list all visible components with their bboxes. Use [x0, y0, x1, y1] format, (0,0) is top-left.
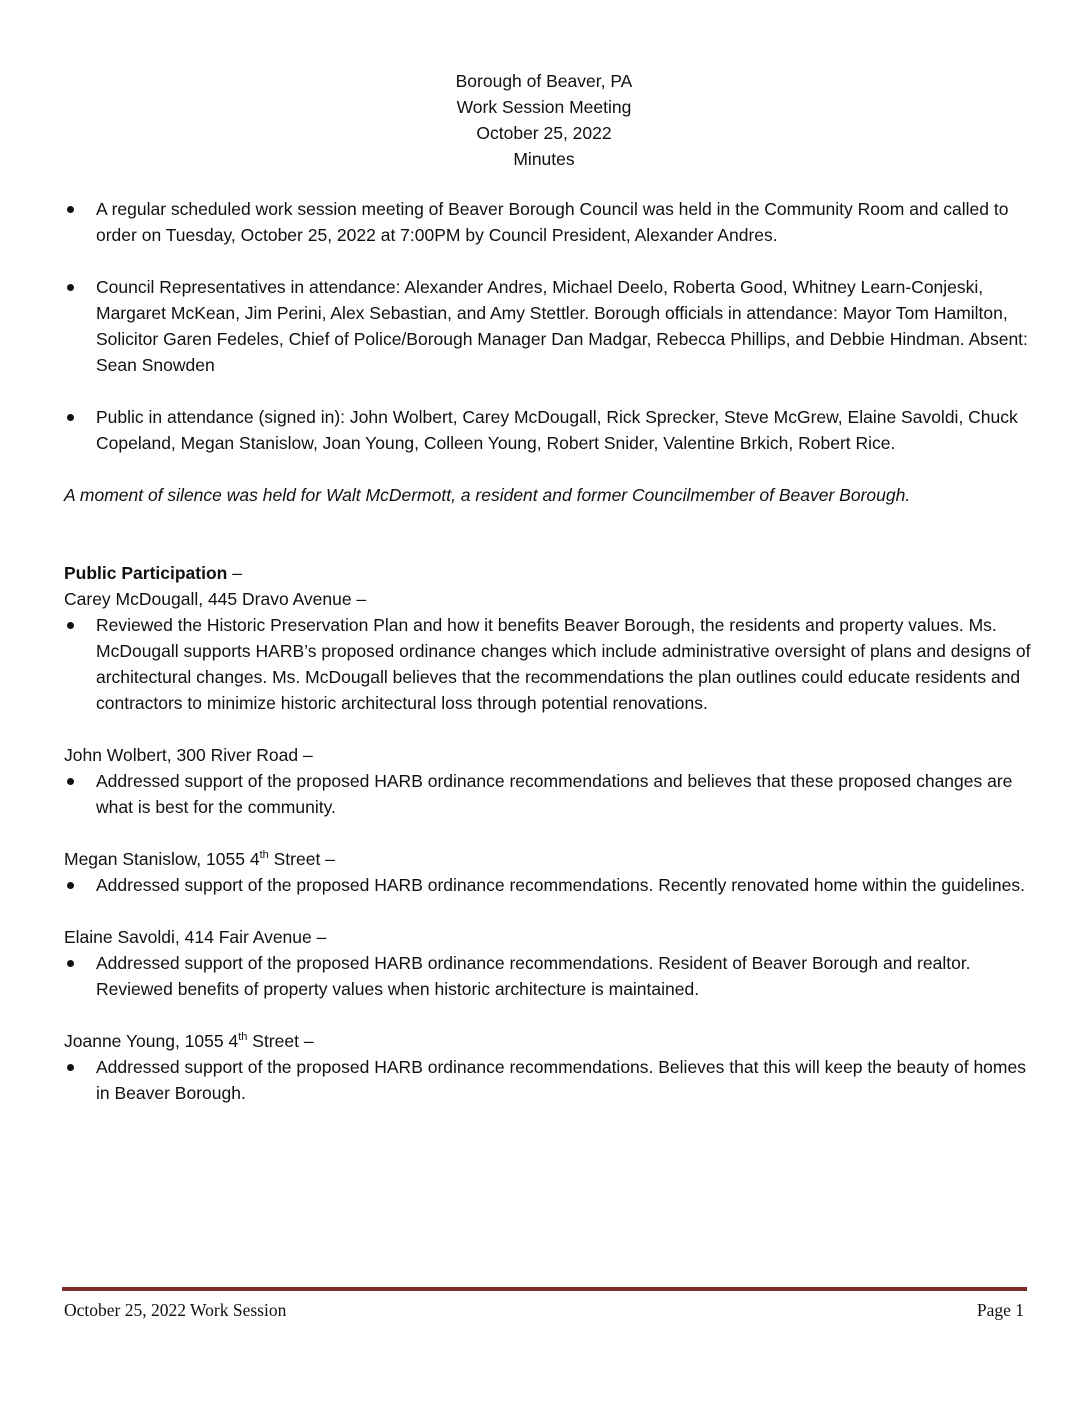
speaker-name: John Wolbert, 300 River Road –: [64, 745, 313, 765]
speaker-name-suffix: Street –: [268, 849, 335, 869]
footer-divider: [62, 1287, 1027, 1291]
speaker-comment: Addressed support of the proposed HARB ordinance recommendations. Recently renovated home within the guidelines.: [64, 872, 1034, 898]
speaker-name-prefix: Megan Stanislow, 1055 4: [64, 849, 260, 869]
header-borough: Borough of Beaver, PA: [455, 71, 633, 91]
header-title: Minutes: [513, 149, 575, 169]
header-date: October 25, 2022: [476, 123, 612, 143]
speaker-comment-list: [64, 872, 1034, 898]
speaker-comment-list: [64, 950, 1034, 1002]
speaker-comment: Reviewed the Historic Preservation Plan and how it benefits Beaver Borough, the residents and property values. Ms. McDougall supports HARB’s proposed ordinance changes which include administrative oversight of plans and designs of architectural changes. Ms. McDougall believes that the recommendations the plan outlines could educate residents and contractors to minimize historic architectural loss through potential renovations.: [64, 612, 1034, 716]
document-header: [0, 68, 1088, 172]
speaker-comment: Addressed support of the proposed HARB ordinance recommendations. Resident of Beaver Borough and realtor. Reviewed benefits of property values when historic architecture is maintained.: [64, 950, 1034, 1002]
speaker-name: Carey McDougall, 445 Dravo Avenue –: [64, 589, 367, 609]
speaker-name-suffix: Street –: [247, 1031, 314, 1051]
speaker-comment-list: [64, 1054, 1034, 1106]
public-participation-heading-text: Public Participation: [64, 563, 228, 583]
speaker-comment: Addressed support of the proposed HARB ordinance recommendations and believes that these proposed changes are what is best for the community.: [64, 768, 1034, 820]
speaker-name-ordinal: th: [238, 1031, 248, 1044]
speaker-name-prefix: Joanne Young, 1055 4: [64, 1031, 239, 1051]
speaker-name: [64, 846, 1034, 872]
attendance-list: [64, 274, 1034, 378]
call-to-order-item: A regular scheduled work session meeting of Beaver Borough Council was held in the Community Room and called to order on Tuesday, October 25, 2022 at 7:00PM by Council President, Alexander Andres.: [64, 196, 1034, 248]
public-participation-heading: [64, 560, 1034, 586]
opening-list: [64, 196, 1034, 248]
footer-page-number: Page 1: [976, 1300, 1024, 1320]
council-attendance-item: Council Representatives in attendance: Alexander Andres, Michael Deelo, Roberta Good, Whitney Learn-Conjeski, Margaret McKean, Jim Perini, Alex Sebastian, and Amy Stettler. Borough officials in attendance: Mayor Tom Hamilton, Solicitor Garen Fedeles, Chief of Police/Borough Manager Dan Madgar, Rebecca Phillips, and Debbie Hindman. Absent: Sean Snowden: [64, 274, 1034, 378]
header-meeting-type: Work Session Meeting: [456, 97, 632, 117]
speaker-comment-list: [64, 612, 1034, 716]
public-attendance-list: [64, 404, 1034, 456]
moment-of-silence-note: A moment of silence was held for Walt McDermott, a resident and former Councilmember of Beaver Borough.: [64, 485, 911, 505]
speaker-comment-list: [64, 768, 1034, 820]
public-participation-heading-dash: –: [227, 563, 242, 583]
speaker-comment: Addressed support of the proposed HARB ordinance recommendations. Believes that this will keep the beauty of homes in Beaver Borough.: [64, 1054, 1034, 1106]
speaker-name: [64, 1028, 1034, 1054]
footer-meeting-label: October 25, 2022 Work Session: [64, 1300, 287, 1320]
public-attendance-item: Public in attendance (signed in): John Wolbert, Carey McDougall, Rick Sprecker, Steve McGrew, Elaine Savoldi, Chuck Copeland, Megan Stanislow, Joan Young, Colleen Young, Robert Snider, Valentine Brkich, Robert Rice.: [64, 404, 1034, 456]
document-body: [64, 196, 1034, 1106]
speaker-name: Elaine Savoldi, 414 Fair Avenue –: [64, 927, 327, 947]
speaker-name-ordinal: th: [259, 849, 269, 862]
